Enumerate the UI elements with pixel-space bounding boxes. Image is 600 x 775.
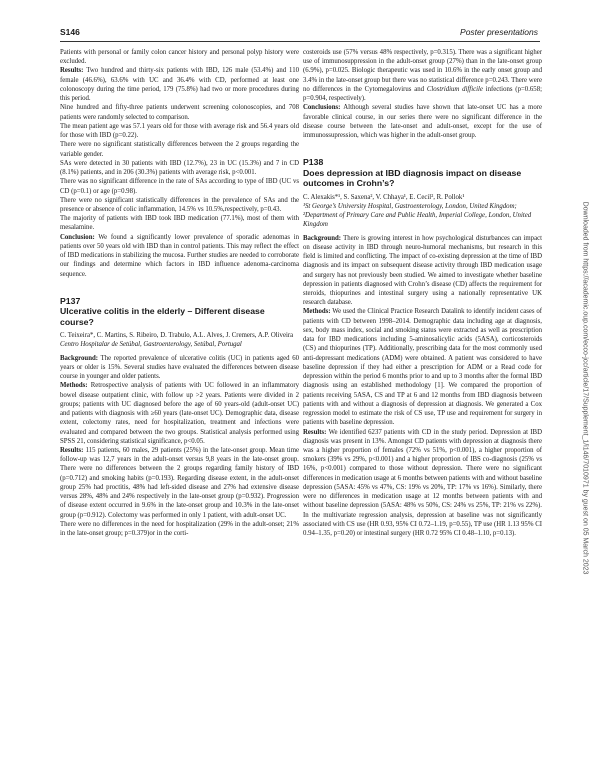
results-paragraph <box>303 428 542 539</box>
background-paragraph <box>60 354 299 382</box>
page-number: S146 <box>60 27 80 37</box>
paragraph: There were no significant statistically differences in the prevalence of SAs and the presence or absence of colic inflammation, 14.5% vs 10.5%,respectively, p=0.43. <box>60 196 299 213</box>
paragraph: There were no differences in the need for hospitalization (29% in the adult-onset; 21% in the late-onset group; p=0.379)or in the corti- <box>60 520 299 538</box>
methods-label: Methods: <box>60 382 88 390</box>
abstract-number: P138 <box>303 157 324 168</box>
paragraph: There was no significant difference in the rate of SAs according to type of IBD (UC vs CD (p=0.1) or age (p=0.98). <box>60 178 299 195</box>
section-title: Poster presentations <box>460 27 538 37</box>
abstract-title: Does depression at IBD diagnosis impact on disease outcomes in Crohn’s? <box>303 167 522 189</box>
abstract-affiliation: Centro Hospitalar de Setúbal, Gastroenterology, Setúbal, Portugal <box>60 341 242 349</box>
background-label: Background: <box>303 234 342 242</box>
methods-paragraph <box>60 381 299 446</box>
conclusion-label: Conclusion: <box>60 233 95 241</box>
organism-name: Clostridium difficile <box>426 85 483 93</box>
background-paragraph <box>303 234 542 308</box>
methods-text: Retrospective analysis of patients with UC followed in an inflammatory bowel disease outpatient clinic, with follow up >2 years. Patients were divided in 2 groups; patients with UC diagnosed before the age of 60 years-old (adult-onset UC) and patients with diagnosis with ≥60 years (late-onset UC). Demographic data, disease extent, colectomy rates, need for hospitalization, treatment and infections were evaluated and compared between the two groups. Statistical analysis performed using SPSS 21, considering statistical significance, p<0.05. <box>60 382 300 445</box>
paragraph: Nine hundred and fifty-three patients underwent screening colonoscopies, and 708 patients were randomly selected to comparison. <box>60 104 299 121</box>
paragraph: There were no significant statistically differences between the 2 groups regarding the variable gender. <box>60 141 299 158</box>
results-text: 115 patients, 60 males, 29 patients (25%) in the late-onset group. Mean time follow-up was 12,7 years in the adult-onset versus 9,8 years in the late-onset group. There were no differences between the 2 groups regarding family history of IBD (p=0.712) and smoking habits (p=0.193). Regarding disease extent, in the adult-onset group 25% had proctitis, 48% had left-sided disease and 27% had extensive disease versus 28%, 48% and 24% respectively in the late-onset group (p=0.932). Progression of disease extent occurred in 9.6% in the late-onset group and 10.3% in the late-onset group (p=0.912). Colectomy was performed in only 1 patient, with adult-onset UC. <box>60 446 299 519</box>
conclusion-label: Conclusions: <box>303 104 341 112</box>
results-paragraph <box>60 446 299 520</box>
paragraph <box>303 48 542 103</box>
conclusion-text: We found a significantly lower prevalence of sporadic adenomas in patients over 50 years old with IBD than in control patients. This may reflect the effect of IBD medications in stabilizing the mucosa. Further studies are needed to corroborate our findings and determine which factors in IBD influence adenoma-carcinoma sequence. <box>60 233 300 278</box>
paragraph: Patients with personal or family colon cancer history and personal polyp history were excluded. <box>60 49 299 66</box>
paragraph: SAs were detected in 30 patients with IBD (12.7%), 23 in UC (15.3%) and 7 in CD (8.1%) patients, and in 206 (30.3%) patients with average risk, p<0.001. <box>60 159 299 177</box>
methods-paragraph <box>303 307 542 427</box>
methods-label: Methods: <box>303 308 331 316</box>
abstract-number: P137 <box>60 295 81 306</box>
header-rule <box>60 41 540 42</box>
text: costeroids use (57% versus 48% respectively, p=0.315). There was a significant higher use of immunosuppression in the adult-onset group (27%) than in the late-onset group (6.9%), p=0.025. Biologic therapeutic was used in 10.6% in the early onset group and 3.4% in the late-onset group but there was no statistical difference p=0.243. There were no differences in the Cytomegalovirus and <box>303 49 542 93</box>
results-text: Two hundred and thirty-six patients with IBD, 126 male (53.4%) and 110 female (46.6%), 63.6% with UC and 36.4% with CD, performed at least one colonoscopy during the time period, 179 (75.8%) had two or more procedures during this period. <box>60 67 299 103</box>
right-column <box>303 48 542 538</box>
background-text: There is growing interest in how psychological disturbances can impact on disease activity in IBD through neuro-humoral mechanisms, but research in this field is limited and conflicting. The impact of co-existing depression at the time of IBD diagnosis and its impact on subsequent disease activity through IBD medication usage and surgery has not previously been studied. We aimed to investigate whether baseline depression in patients diagnosed with Crohn’s disease (CD) affects the requirement for steroids, thiopurines and intestinal surgery using a nationally representative UK research database. <box>303 234 543 307</box>
abstract-affiliation: ¹St George’s University Hospital, Gastroenterology, London, United Kingdom; ²Department of Primary Care and Public Health, Imperial College, London, United Kingdom <box>303 202 532 229</box>
results-label: Results: <box>303 428 327 436</box>
text: infections (p=0.658; p=0.904, respectively). <box>303 85 542 103</box>
conclusion-paragraph <box>60 233 299 279</box>
abstract-authors: C. Alexakis*¹, S. Saxena², V. Chhaya¹, E. Cecil², R. Pollok¹ <box>303 193 465 201</box>
download-note: Downloaded from https://academic.oup.com/ecco-jcc/article/17/Supplement_1/i146/7010971 by guest on 05 March 2023 <box>581 201 589 575</box>
methods-text: We used the Clinical Practice Research Datalink to identify incident cases of patients with CD between 1998–2014. Demographic data including age at diagnosis, sex, body mass index, social and smoking status were extracted as well as prescription data for IBD medications including 5-aminosalicylic acids (5ASA), corticosteroids (CS) and thiopurines (TP). Additionally, prescribing data for the most commonly used anti-depressant medications (ADM) were obtained. A patient was considered to have baseline depression if they had either a prescription for ADM or a Read code for depression within the period 6 months prior to and up to 3 months after the formal IBD diagnosis using an established methodology [1]. We compared the proportion of patients receiving 5ASA, CS and TP at 6 and 12 months from IBD diagnosis between patients with and without a diagnosis of depression at diagnosis. We generated a Cox regression model to estimate the risk of CS use, TP use and requirement for surgery in patients with baseline depression. <box>303 308 542 427</box>
results-label: Results: <box>60 446 84 454</box>
paragraph: The mean patient age was 57.1 years old for those with average risk and 56.4 years old for those with IBD (p=0.22). <box>60 122 299 140</box>
results-label: Results: <box>60 67 84 75</box>
background-label: Background: <box>60 354 99 362</box>
background-text: The reported prevalence of ulcerative colitis (UC) in patients aged 60 years or older is 15%. Several studies have evaluated the differences between disease course in younger and older patients. <box>60 354 299 381</box>
abstract-authors: C. Teixeira*, C. Martins, S. Ribeiro, D. Trabulo, A.L. Alves, J. Cremers, A.P. Oliveira <box>60 332 294 340</box>
conclusion-paragraph <box>303 103 542 140</box>
paragraph: The majority of patients with IBD took IBD medication (77.1%), most of them with mesalamine. <box>60 215 299 232</box>
conclusion-text: Although several studies have shown that late-onset UC has a more favorable clinical course, in our series there were no significant difference in the disease course between the late-onset and adult-onset, except for the use of immunossupression, which was higher in the adult-onset group. <box>303 104 542 140</box>
results-text: We identified 6237 patients with CD in the study period. Depression at IBD diagnosis was present in 13%. Amongst CD patients with depression at diagnosis there was a higher proportion of females (72% vs 51%, p<0.001), a higher proportion of smokers (39% vs 29%, p<0.001) and a higher proportion of IBS co-diagnosis (25% vs 16%, p<0.001) compared to those without depression. There were no significant differences in medication usage at 6 months between patients with and without baseline depression (5ASA: 45% vs 47%, CS: 19% vs 20%, TP: 17% vs 16%). Similarly, there were no differences in medication usage at 12 months between patients with and without baseline depression (5ASA: 48% vs 50%, CS: 24% vs 25%, TP: 21% vs 22%). In the multivariate regression analysis, depression at baseline was not significantly associated with CS use (HR 0.93, 95% CI 0.72–1.19, p=0.55), TP use (HR 1.13 95% CI 0.94–1.35, p=0.20) or intestinal surgery (HR 0.72 95% CI 0.48–1.10, p=0.13). <box>303 428 542 538</box>
abstract-title: Ulcerative colitis in the elderly – Different disease course? <box>60 306 265 327</box>
left-column <box>60 48 299 538</box>
results-paragraph <box>60 66 299 103</box>
